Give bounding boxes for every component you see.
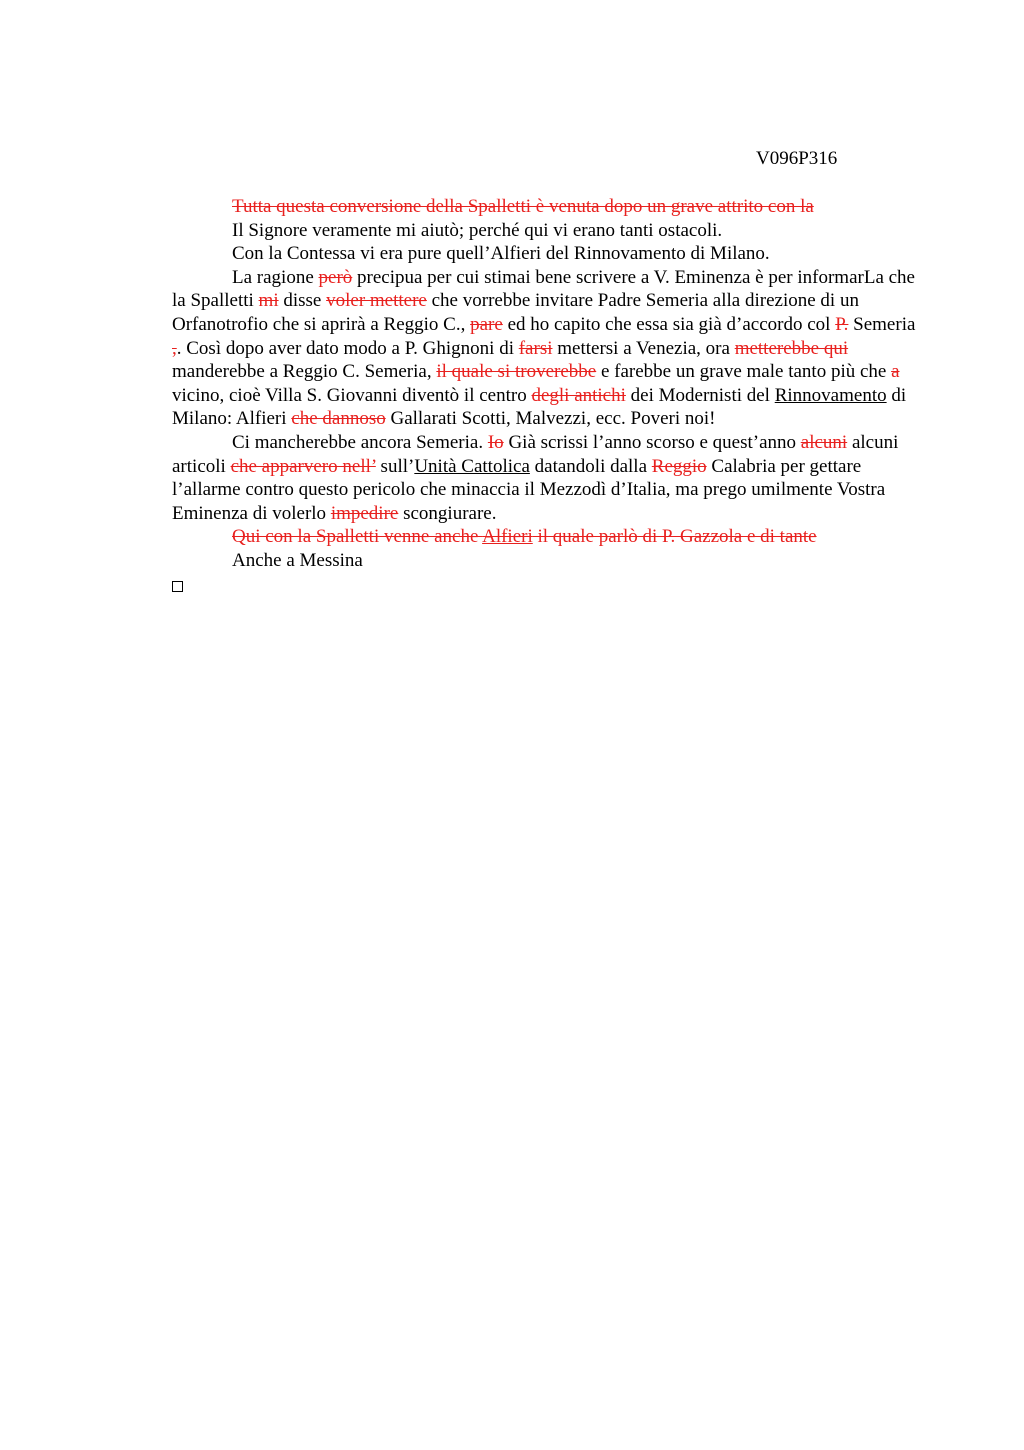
- text-run: La ragione: [232, 266, 319, 288]
- deleted-text: Reggio: [651, 455, 707, 477]
- deleted-text: voler mettere: [326, 290, 427, 312]
- deleted-text: metterebbe qui: [734, 337, 849, 359]
- deleted-underlined-text: Alfieri: [482, 526, 533, 548]
- text-run: precipua per cui stimai bene scrivere a V. Eminenza è per informarLa che la Spalletti: [172, 266, 915, 312]
- text-run: mettersi a Venezia, ora: [552, 337, 735, 359]
- deleted-text: Io: [487, 431, 504, 453]
- paragraph-ragione: [172, 266, 924, 431]
- deleted-text: pare: [470, 313, 503, 335]
- text-run: Già scrissi l’anno scorso e quest’anno: [503, 431, 801, 453]
- paragraph-semeria: [172, 431, 924, 525]
- text-run: vicino, cioè Villa S. Giovanni diventò il centro: [172, 384, 532, 406]
- paragraph-deleted-opening: [172, 195, 924, 219]
- deleted-text: a: [891, 361, 900, 383]
- deleted-text: mi: [258, 290, 279, 312]
- deleted-text: però: [318, 266, 353, 288]
- text-run: scongiurare.: [398, 502, 497, 524]
- deleted-text: degli antichi: [531, 384, 626, 406]
- deleted-text: impedire: [330, 502, 399, 524]
- deleted-text: alcuni: [800, 431, 848, 453]
- paragraph-text: Il Signore veramente mi aiutò; perché qui vi erano tanti ostacoli.: [232, 219, 723, 241]
- text-run: . Così dopo aver dato modo a P. Ghignoni di: [176, 337, 519, 359]
- deleted-text: Qui con la Spalletti venne anche: [232, 526, 483, 548]
- text-run: che vorrebbe invitare Padre Semeria alla direzione di un Orfanotrofio che si aprirà a Reggio C.,: [172, 290, 859, 335]
- text-run: disse: [278, 290, 327, 312]
- paragraph-text: Con la Contessa vi era pure quell’Alfieri del Rinnovamento di Milano.: [232, 243, 770, 265]
- paragraph-messina: [172, 549, 924, 573]
- deleted-text: farsi: [518, 337, 553, 359]
- empty-box-icon: [172, 581, 183, 592]
- deleted-text: che dannoso: [291, 408, 386, 430]
- deleted-text: che apparvero nell’: [230, 455, 376, 477]
- text-run: alcuni articoli: [172, 431, 899, 477]
- text-run: e farebbe un grave male tanto più che: [596, 361, 892, 383]
- end-marker: [172, 573, 924, 599]
- deleted-text: Tutta questa conversione della Spalletti è venuta dopo un grave attrito con la: [232, 196, 814, 217]
- text-run: dei Modernisti del: [625, 384, 775, 406]
- text-run: di Milano: Alfieri: [172, 384, 907, 430]
- text-run: Semeria: [848, 313, 916, 335]
- page-identifier: V096P316: [756, 148, 838, 169]
- text-run: Calabria per gettare l’allarme contro questo pericolo che minaccia il Mezzodì d’Italia, ma prego umilmente Vostra Eminenza di volerlo: [172, 455, 886, 524]
- paragraph-contessa: [172, 242, 924, 266]
- paragraph-signore: [172, 219, 924, 243]
- deleted-text: il quale parlò di P. Gazzola e di tante: [532, 526, 817, 548]
- letter-body: [172, 195, 924, 598]
- text-run: ed ho capito che essa sia già d’accordo col: [502, 313, 836, 335]
- deleted-text: P.: [835, 313, 849, 335]
- text-run: Gallarati Scotti, Malvezzi, ecc. Poveri noi!: [385, 408, 716, 430]
- text-run: Ci mancherebbe ancora Semeria.: [232, 431, 488, 453]
- text-run: datandoli dalla: [529, 455, 652, 477]
- underlined-text: Rinnovamento: [774, 384, 887, 406]
- paragraph-text: Anche a Messina: [232, 549, 363, 571]
- paragraph-deleted-alfieri: [172, 525, 924, 549]
- underlined-text: Unità Cattolica: [414, 455, 530, 477]
- deleted-text: ,: [172, 337, 177, 359]
- deleted-text: il quale si troverebbe: [436, 361, 597, 383]
- text-run: manderebbe a Reggio C. Semeria,: [172, 361, 437, 383]
- text-run: sull’: [375, 455, 415, 477]
